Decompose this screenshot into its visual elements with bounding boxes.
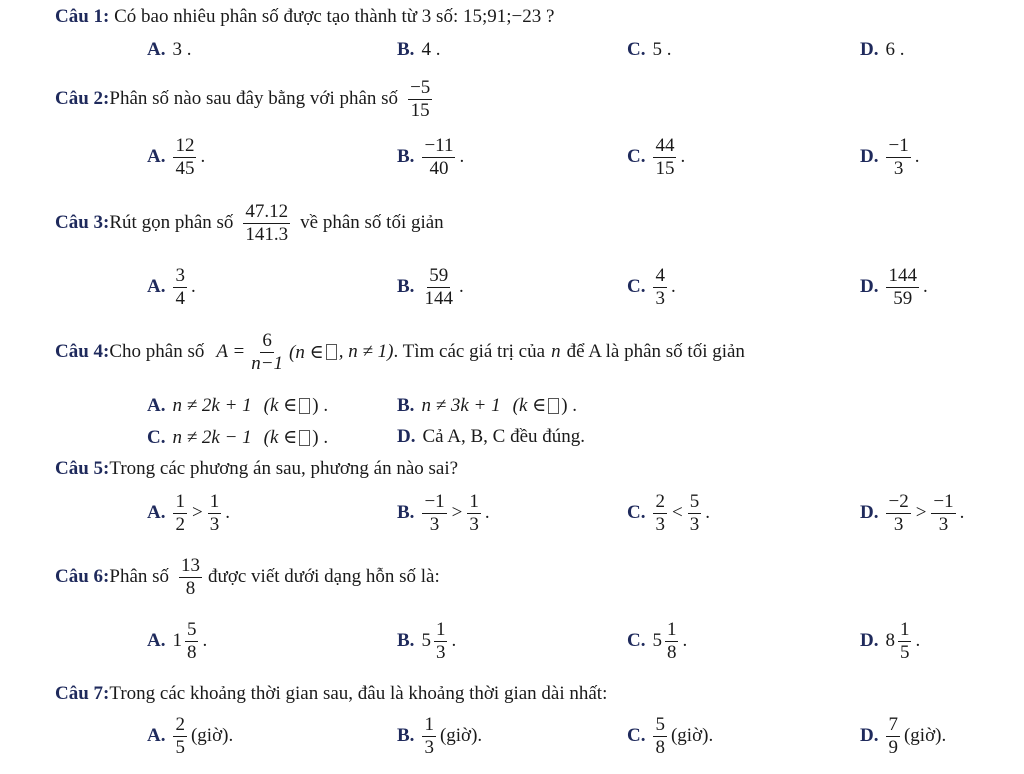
q6-option-d[interactable]: D. 8 $\frac{1}{5}$ . [860, 619, 921, 663]
option-label: A. [147, 630, 166, 652]
unit-label: (giờ). [670, 725, 714, 747]
missing-glyph-box [299, 430, 310, 446]
numerator: 13 [181, 555, 201, 576]
numerator: 1 [424, 714, 434, 735]
question-6-fraction [179, 556, 202, 599]
question-3 [55, 202, 444, 245]
q1-option-d[interactable] [860, 39, 904, 61]
denominator: 3 [209, 513, 220, 535]
numerator: 12 [175, 135, 195, 156]
option-label: D. [860, 276, 879, 298]
numerator: 1 [435, 619, 446, 640]
q5-option-c[interactable]: C. $\frac{2}{3}$ < $\frac{5}{3}$ . [627, 491, 710, 535]
numerator: −1 [933, 491, 954, 512]
question-4-var-n: n [551, 341, 561, 363]
option-condition: (k ∈ [263, 395, 298, 416]
question-1-text: Có bao nhiêu phân số được tạo thành từ 3 số: 15;91;−23 ? [109, 6, 555, 27]
q5-option-d[interactable]: D. $\frac{-2}{3}$ > $\frac{-1}{3}$ . [860, 491, 965, 535]
q7-option-a[interactable] [147, 715, 233, 758]
question-7-label: Câu 7: [55, 683, 110, 704]
fraction-part [665, 620, 679, 663]
option-fraction-right [931, 492, 955, 535]
numerator: 2 [655, 491, 665, 512]
denominator: 8 [655, 736, 665, 758]
q3-option-c[interactable]: C. $\frac{4}{3}$ . [627, 265, 676, 309]
numerator: −2 [888, 491, 909, 512]
q3-option-d[interactable]: D. $\frac{144}{59}$ . [860, 265, 928, 309]
question-4-text-after: . Tìm các giá trị của [393, 341, 546, 363]
option-label: D. [860, 39, 879, 60]
numerator: 5 [689, 491, 700, 512]
mixed-number [885, 620, 912, 663]
option-expression: n ≠ 2k + 1 [172, 394, 252, 416]
q1-option-c[interactable] [627, 39, 671, 61]
denominator: 3 [655, 287, 665, 309]
q4-option-b[interactable] [397, 394, 577, 417]
denominator: 3 [893, 513, 904, 535]
mixed-number [421, 620, 448, 663]
option-label: C. [627, 146, 646, 168]
numerator: 2 [175, 714, 185, 735]
q7-option-c[interactable] [627, 715, 713, 758]
numerator: 1 [469, 491, 479, 512]
missing-glyph-box [326, 344, 337, 360]
question-4-cond-close: , n ≠ 1) [338, 341, 394, 363]
numerator: 1 [209, 491, 220, 512]
option-label: D. [860, 725, 879, 747]
option-label: C. [627, 276, 646, 298]
comparison-operator: > [451, 502, 463, 524]
option-label: C. [627, 725, 646, 747]
denominator: 3 [469, 513, 479, 535]
option-label: C. [627, 502, 646, 524]
option-label: A. [147, 394, 166, 416]
q7-option-b[interactable] [397, 715, 482, 758]
question-3-text-after: về phân số tối giản [300, 212, 444, 234]
question-6 [55, 556, 440, 599]
denominator: 5 [899, 641, 910, 663]
option-fraction [422, 715, 436, 758]
denominator: 4 [175, 287, 185, 309]
option-close: ) . [312, 394, 329, 416]
option-label: A. [147, 502, 166, 524]
q4-option-d[interactable] [397, 426, 585, 448]
numerator: 5 [186, 619, 197, 640]
question-7-text: Trong các khoảng thời gian sau, đâu là khoảng thời gian dài nhất: [109, 683, 608, 704]
denominator: 3 [429, 513, 440, 535]
option-expression: n ≠ 3k + 1 [421, 394, 501, 416]
q4-option-a[interactable] [147, 394, 328, 417]
question-4-label: Câu 4: [55, 341, 110, 363]
option-label: D. [860, 146, 879, 168]
unit-label: (giờ). [903, 725, 947, 747]
option-fraction-left [422, 492, 446, 535]
denominator: 144 [424, 287, 453, 309]
denominator: n−1 [251, 352, 284, 374]
fraction-part [898, 620, 912, 663]
q3-option-b[interactable]: B. $\frac{59}{144}$ . [397, 265, 464, 309]
denominator: 2 [175, 513, 185, 535]
option-close: ) . [312, 426, 329, 448]
question-6-text-after: được viết dưới dạng hỗn số là: [208, 566, 440, 588]
option-fraction-right [688, 492, 702, 535]
numerator: 5 [655, 714, 665, 735]
denominator: 3 [938, 513, 949, 535]
option-fraction [653, 266, 667, 309]
question-5-label: Câu 5: [55, 458, 110, 479]
q2-option-c[interactable]: C. $\frac{44}{15}$ . [627, 135, 686, 179]
denominator: 40 [429, 157, 449, 179]
question-4-fraction [249, 331, 285, 374]
question-3-text: Rút gọn phân số [109, 212, 234, 234]
denominator: 8 [666, 641, 677, 663]
q6-option-c[interactable]: C. 5 $\frac{1}{8}$ . [627, 619, 688, 663]
numerator: 6 [262, 330, 272, 351]
option-fraction [886, 266, 919, 309]
comparison-operator: > [191, 502, 203, 524]
option-condition: (k ∈ [512, 395, 547, 416]
comparison-operator: < [671, 502, 683, 524]
q1-option-a[interactable] [147, 39, 191, 61]
q6-option-b[interactable]: B. 5 $\frac{1}{3}$ . [397, 619, 457, 663]
option-label: D. [860, 630, 879, 652]
question-6-label: Câu 6: [55, 566, 110, 588]
numerator: 3 [175, 265, 185, 286]
question-3-fraction [243, 202, 290, 245]
option-condition: (k ∈ [263, 427, 298, 448]
question-3-label: Câu 3: [55, 212, 110, 234]
comparison-operator: > [915, 502, 927, 524]
option-fraction [422, 136, 455, 179]
mixed-number [172, 620, 199, 663]
denominator: 8 [185, 577, 196, 599]
option-label: B. [397, 146, 415, 168]
question-7 [55, 683, 607, 705]
question-1-label: Câu 1: [55, 6, 110, 27]
option-value: 3 . [172, 39, 192, 60]
numerator: −11 [424, 135, 454, 156]
option-label: C. [627, 630, 646, 652]
option-fraction-left [886, 492, 910, 535]
option-fraction-left [653, 492, 667, 535]
option-label: A. [147, 276, 166, 298]
option-fraction [173, 266, 187, 309]
option-value: 5 . [652, 39, 672, 60]
q4-option-c[interactable] [147, 426, 328, 449]
fraction-part [434, 620, 448, 663]
option-fraction [886, 136, 910, 179]
denominator: 3 [655, 513, 665, 535]
denominator: 45 [175, 157, 195, 179]
option-label: B. [397, 725, 415, 747]
denominator: 8 [186, 641, 197, 663]
option-fraction-right [208, 492, 222, 535]
question-4-text: Cho phân số [109, 341, 205, 363]
missing-glyph-box [299, 398, 310, 414]
option-text: Cả A, B, C đều đúng. [422, 426, 586, 447]
denominator: 15 [410, 99, 430, 121]
denominator: 3 [893, 157, 904, 179]
q6-option-a[interactable]: A. 1 $\frac{5}{8}$ . [147, 619, 208, 663]
numerator: 1 [175, 491, 185, 512]
question-5 [55, 458, 458, 480]
whole-part: 1 [172, 630, 182, 652]
numerator: 1 [666, 619, 677, 640]
option-fraction [173, 715, 187, 758]
option-label: B. [397, 394, 415, 416]
option-label: B. [397, 502, 415, 524]
option-fraction [653, 715, 667, 758]
option-fraction [653, 136, 676, 179]
q2-option-d[interactable]: D. $\frac{-1}{3}$ . [860, 135, 920, 179]
q5-option-b[interactable]: B. $\frac{-1}{3}$ > $\frac{1}{3}$ . [397, 491, 490, 535]
numerator: 144 [888, 265, 917, 286]
q2-option-b[interactable]: B. $\frac{-11}{40}$ . [397, 135, 465, 179]
question-5-text: Trong các phương án sau, phương án nào sai? [109, 458, 459, 479]
denominator: 5 [175, 736, 185, 758]
q2-option-a[interactable]: A. $\frac{12}{45}$ . [147, 135, 206, 179]
question-4-a-eq: A = [216, 341, 246, 363]
option-label: B. [397, 276, 415, 298]
whole-part: 5 [421, 630, 431, 652]
numerator: −5 [410, 77, 431, 98]
option-label: C. [147, 426, 166, 448]
numerator: 1 [899, 619, 910, 640]
option-expression: n ≠ 2k − 1 [172, 426, 252, 448]
q7-option-d[interactable] [860, 715, 946, 758]
mixed-number [652, 620, 679, 663]
option-close: ) . [561, 394, 578, 416]
q1-option-b[interactable] [397, 39, 440, 61]
option-label: B. [397, 630, 415, 652]
missing-glyph-box [548, 398, 559, 414]
unit-label: (giờ). [439, 725, 483, 747]
denominator: 9 [888, 736, 898, 758]
numerator: 44 [655, 135, 675, 156]
denominator: 15 [655, 157, 675, 179]
option-label: A. [147, 39, 166, 60]
fraction-part [185, 620, 199, 663]
question-4-text-end: để A là phân số tối giản [566, 341, 745, 363]
option-label: D. [397, 426, 416, 447]
numerator: −1 [888, 135, 909, 156]
option-fraction-left [173, 492, 187, 535]
denominator: 3 [689, 513, 700, 535]
option-value: 4 . [421, 39, 441, 60]
option-fraction [422, 266, 455, 309]
option-value: 6 . [885, 39, 905, 60]
numerator: 7 [888, 714, 898, 735]
numerator: 4 [655, 265, 665, 286]
option-fraction-right [467, 492, 481, 535]
option-fraction [173, 136, 196, 179]
question-2-fraction [408, 78, 432, 121]
option-label: A. [147, 725, 166, 747]
numerator: 47.12 [245, 201, 289, 222]
numerator: 59 [429, 265, 449, 286]
numerator: −1 [424, 491, 445, 512]
denominator: 59 [893, 287, 913, 309]
question-2-label: Câu 2: [55, 88, 110, 110]
option-label: B. [397, 39, 415, 60]
question-2-text: Phân số nào sau đây bằng với phân số [109, 88, 399, 110]
question-6-text: Phân số [109, 566, 170, 588]
denominator: 3 [424, 736, 434, 758]
option-fraction [886, 715, 900, 758]
q5-option-a[interactable]: A. $\frac{1}{2}$ > $\frac{1}{3}$ . [147, 491, 230, 535]
unit-label: (giờ). [190, 725, 234, 747]
denominator: 141.3 [245, 223, 289, 245]
option-label: C. [627, 39, 646, 60]
whole-part: 8 [885, 630, 895, 652]
denominator: 3 [435, 641, 446, 663]
q3-option-a[interactable]: A. $\frac{3}{4}$ . [147, 265, 196, 309]
question-2 [55, 78, 433, 121]
whole-part: 5 [652, 630, 662, 652]
question-4-cond-open: (n ∈ [289, 341, 324, 363]
option-label: D. [860, 502, 879, 524]
question-4 [55, 331, 745, 374]
option-label: A. [147, 146, 166, 168]
